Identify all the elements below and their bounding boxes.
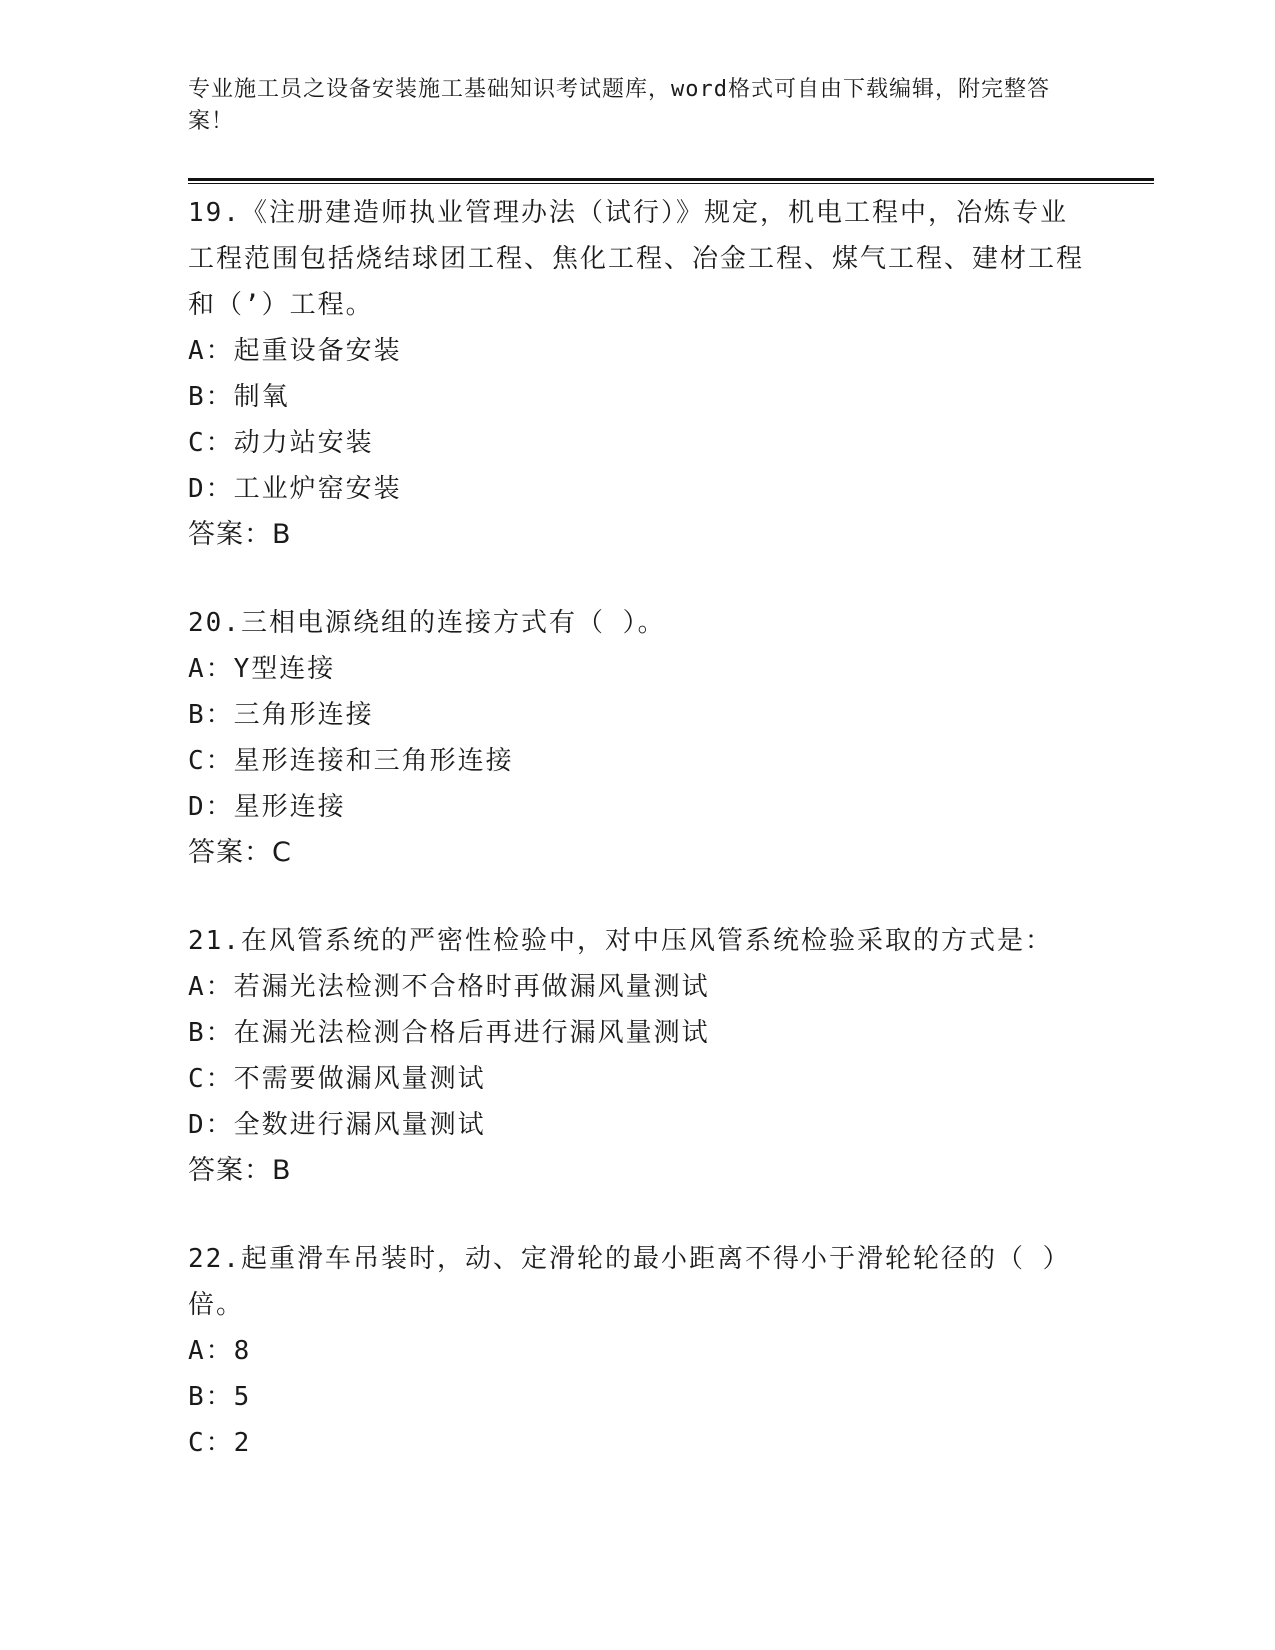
option-a: A：Y型连接	[188, 654, 336, 684]
option-b: B：5	[188, 1382, 252, 1412]
question-19	[188, 188, 1088, 558]
option-d: D：全数进行漏风量测试	[188, 1110, 486, 1140]
header-rule-thin	[188, 183, 1154, 184]
question-21	[188, 916, 1088, 1194]
option-c: C：2	[188, 1428, 252, 1458]
question-stem: 21.在风管系统的严密性检验中，对中压风管系统检验采取的方式是：	[188, 926, 1053, 956]
option-a: A：8	[188, 1336, 252, 1366]
option-b: B：在漏光法检测合格后再进行漏风量测试	[188, 1018, 710, 1048]
option-a: A：起重设备安装	[188, 336, 402, 366]
question-stem: 19.《注册建造师执业管理办法（试行）》规定，机电工程中，冶炼专业工程范围包括烧结球团工程、焦化工程、冶金工程、煤气工程、建材工程和（’）工程。	[188, 198, 1085, 320]
question-22	[188, 1234, 1088, 1466]
option-a: A：若漏光法检测不合格时再做漏风量测试	[188, 972, 710, 1002]
option-b: B：制氧	[188, 382, 290, 412]
question-stem: 22.起重滑车吊装时，动、定滑轮的最小距离不得小于滑轮轮径的（ ）倍。	[188, 1244, 1071, 1320]
option-b: B：三角形连接	[188, 700, 374, 730]
option-c: C：星形连接和三角形连接	[188, 746, 514, 776]
option-d: D：星形连接	[188, 792, 346, 822]
option-c: C：动力站安装	[188, 428, 374, 458]
header-rule-thick	[188, 178, 1154, 181]
question-spacer	[188, 1194, 1088, 1234]
option-d: D：工业炉窑安装	[188, 474, 402, 504]
document-header: 专业施工员之设备安装施工基础知识考试题库，word格式可自由下载编辑，附完整答案！	[188, 77, 1050, 134]
question-stem: 20.三相电源绕组的连接方式有（ ）。	[188, 608, 666, 638]
answer-line: 答案：B	[188, 1155, 292, 1186]
answer-line: 答案：C	[188, 837, 292, 868]
option-c: C：不需要做漏风量测试	[188, 1064, 486, 1094]
question-spacer	[188, 876, 1088, 916]
question-spacer	[188, 558, 1088, 598]
question-20	[188, 598, 1088, 876]
answer-line: 答案：B	[188, 519, 292, 550]
question-list	[188, 188, 1088, 1466]
